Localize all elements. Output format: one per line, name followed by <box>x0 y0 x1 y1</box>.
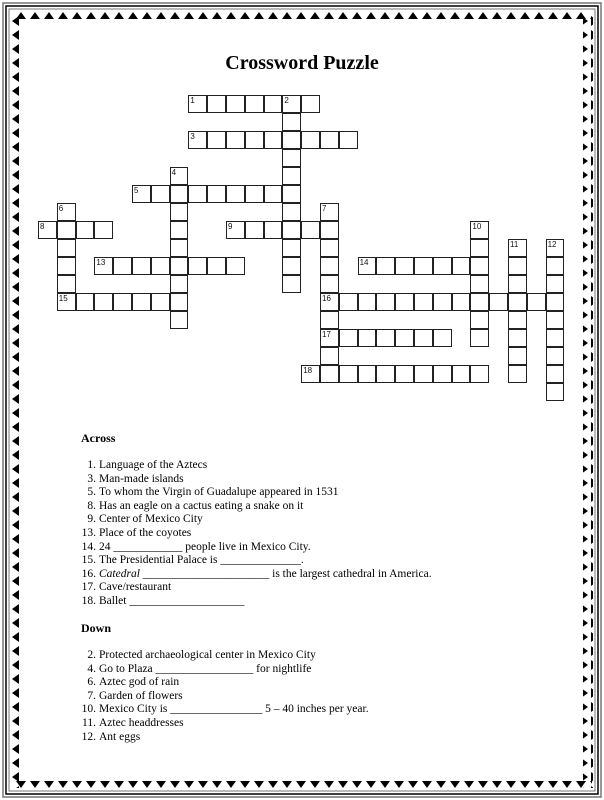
grid-cell[interactable] <box>414 329 433 347</box>
grid-cell[interactable] <box>188 95 207 113</box>
clue-number: 6 <box>58 204 64 213</box>
grid-cell[interactable] <box>264 221 283 239</box>
clue-item <box>70 554 432 568</box>
grid-cell[interactable] <box>320 221 339 239</box>
grid-cell[interactable] <box>132 293 151 311</box>
grid-cell[interactable] <box>358 257 377 275</box>
grid-cell[interactable] <box>226 131 245 149</box>
grid-cell[interactable] <box>339 293 358 311</box>
grid-cell[interactable] <box>414 293 433 311</box>
grid-cell[interactable] <box>170 293 189 311</box>
grid-cell[interactable] <box>320 365 339 383</box>
clue-item <box>70 500 432 514</box>
grid-cell[interactable] <box>452 365 471 383</box>
clue-number: 2 <box>284 96 289 105</box>
grid-cell[interactable] <box>320 239 339 257</box>
grid-cell[interactable] <box>170 257 189 275</box>
grid-cell[interactable] <box>76 221 95 239</box>
clue-number: 9 <box>228 222 233 231</box>
grid-cell[interactable] <box>282 203 301 221</box>
clue-item <box>70 690 369 704</box>
grid-cell[interactable] <box>94 221 113 239</box>
grid-cell[interactable] <box>433 365 452 383</box>
clue-number: 16. <box>81 567 96 580</box>
clue-number: 1. <box>87 459 96 471</box>
grid-cell[interactable] <box>546 383 565 401</box>
grid-cell[interactable] <box>470 365 489 383</box>
grid-cell[interactable] <box>301 131 320 149</box>
clue-text: Aztec headdresses <box>99 716 184 729</box>
grid-cell[interactable] <box>170 275 189 293</box>
grid-cell[interactable] <box>489 293 508 311</box>
clue-text: Center of Mexico City <box>99 513 203 526</box>
grid-cell[interactable] <box>320 203 339 221</box>
grid-cell[interactable] <box>94 293 113 311</box>
clue-text: Man-made islands <box>99 472 184 485</box>
grid-cell[interactable] <box>226 221 245 239</box>
grid-cell[interactable] <box>546 365 565 383</box>
clue-number: 17. <box>81 581 96 594</box>
grid-cell[interactable] <box>264 185 283 203</box>
clue-item <box>70 663 369 677</box>
grid-cell[interactable] <box>376 365 395 383</box>
grid-cell[interactable] <box>264 95 283 113</box>
grid-cell[interactable] <box>207 185 226 203</box>
clue-number: 8 <box>40 222 45 231</box>
grid-cell[interactable] <box>376 257 395 275</box>
page-title: Crossword Puzzle <box>225 52 379 74</box>
grid-cell[interactable] <box>282 167 301 185</box>
clue-item <box>70 676 369 690</box>
grid-cell[interactable] <box>320 311 339 329</box>
grid-cell[interactable] <box>470 293 489 311</box>
clue-number: 5. <box>87 486 96 499</box>
grid-cell[interactable] <box>226 95 245 113</box>
grid-cell[interactable] <box>433 293 452 311</box>
grid-cell[interactable] <box>188 257 207 275</box>
grid-cell[interactable] <box>170 167 189 185</box>
grid-cell[interactable] <box>151 257 170 275</box>
grid-cell[interactable] <box>320 275 339 293</box>
grid-cell[interactable] <box>94 257 113 275</box>
grid-cell[interactable] <box>207 95 226 113</box>
clue-number: 13 <box>96 258 106 267</box>
grid-cell[interactable] <box>546 347 565 365</box>
down-clues <box>70 649 369 744</box>
clue-number: 15. <box>81 554 96 567</box>
grid-cell[interactable] <box>57 257 76 275</box>
grid-cell[interactable] <box>282 257 301 275</box>
clue-number: 12. <box>81 730 96 743</box>
grid-cell[interactable] <box>395 329 414 347</box>
grid-cell[interactable] <box>282 113 301 131</box>
across-clues <box>70 459 432 609</box>
grid-cell[interactable] <box>38 221 57 239</box>
clue-italic-text: Catedral <box>99 567 140 580</box>
grid-cell[interactable] <box>508 347 527 365</box>
clue-text: Aztec god of rain <box>99 676 180 689</box>
clue-number: 8. <box>87 499 96 512</box>
clue-item <box>70 459 432 473</box>
clue-item <box>70 568 432 582</box>
grid-cell[interactable] <box>207 131 226 149</box>
grid-cell[interactable] <box>245 131 264 149</box>
grid-cell[interactable] <box>508 311 527 329</box>
grid-cell[interactable] <box>546 239 565 257</box>
grid-cell[interactable] <box>339 131 358 149</box>
grid-cell[interactable] <box>470 275 489 293</box>
grid-cell[interactable] <box>282 131 301 149</box>
clue-item <box>70 581 432 595</box>
grid-cell[interactable] <box>320 329 339 347</box>
clue-text: 24 ____________ people live in Mexico City. <box>99 540 311 553</box>
clue-text: Ant eggs <box>99 730 141 743</box>
clue-number: 3 <box>190 132 195 141</box>
clue-item <box>70 595 432 609</box>
grid-cell[interactable] <box>282 185 301 203</box>
grid-cell[interactable] <box>339 365 358 383</box>
clue-number: 11. <box>82 716 96 729</box>
grid-cell[interactable] <box>301 221 320 239</box>
grid-cell[interactable] <box>57 203 76 221</box>
grid-cell[interactable] <box>282 95 301 113</box>
clue-item <box>70 473 432 487</box>
grid-cell[interactable] <box>358 293 377 311</box>
grid-cell[interactable] <box>57 275 76 293</box>
down-heading: Down <box>81 621 112 635</box>
grid-cell[interactable] <box>508 329 527 347</box>
grid-cell[interactable] <box>358 365 377 383</box>
grid-cell[interactable] <box>226 185 245 203</box>
clue-item <box>70 527 432 541</box>
clue-number: 5 <box>134 186 139 195</box>
clue-text: Protected archaeological center in Mexico City <box>99 649 316 661</box>
clue-item <box>70 703 369 717</box>
clue-number: 9. <box>87 513 96 526</box>
grid-cell[interactable] <box>395 257 414 275</box>
grid-cell[interactable] <box>508 239 527 257</box>
grid-cell[interactable] <box>376 293 395 311</box>
grid-cell[interactable] <box>395 293 414 311</box>
clue-text: To whom the Virgin of Guadalupe appeared in 1531 <box>99 486 339 499</box>
clue-number: 12 <box>547 240 557 249</box>
clue-item <box>70 717 369 731</box>
clue-text: The Presidential Palace is ______________. <box>99 554 304 567</box>
crossword-grid <box>38 95 568 405</box>
clue-number: 7. <box>87 689 96 702</box>
clue-text: Language of the Aztecs <box>99 459 208 471</box>
grid-cell[interactable] <box>170 185 189 203</box>
clue-number: 15 <box>58 294 68 303</box>
clue-item <box>70 731 369 745</box>
clue-item <box>70 649 369 663</box>
grid-cell[interactable] <box>508 293 527 311</box>
grid-cell[interactable] <box>546 275 565 293</box>
grid-cell[interactable] <box>452 293 471 311</box>
grid-cell[interactable] <box>282 239 301 257</box>
grid-cell[interactable] <box>207 257 226 275</box>
grid-cell[interactable] <box>508 275 527 293</box>
grid-cell[interactable] <box>376 329 395 347</box>
clue-number: 2. <box>87 649 96 661</box>
grid-cell[interactable] <box>188 185 207 203</box>
grid-cell[interactable] <box>546 329 565 347</box>
grid-cell[interactable] <box>433 257 452 275</box>
grid-cell[interactable] <box>508 257 527 275</box>
clue-text: Garden of flowers <box>99 689 183 702</box>
clue-item <box>70 486 432 500</box>
clue-number: 11 <box>510 240 519 249</box>
grid-cell[interactable] <box>546 311 565 329</box>
grid-cell[interactable] <box>470 239 489 257</box>
grid-cell[interactable] <box>320 257 339 275</box>
grid-cell[interactable] <box>170 221 189 239</box>
clue-number: 18. <box>81 594 96 607</box>
grid-cell[interactable] <box>245 185 264 203</box>
clue-number: 3. <box>87 472 96 485</box>
grid-cell[interactable] <box>188 131 207 149</box>
grid-cell[interactable] <box>76 293 95 311</box>
grid-cell[interactable] <box>470 257 489 275</box>
grid-cell[interactable] <box>113 293 132 311</box>
grid-cell[interactable] <box>170 239 189 257</box>
clue-text: Place of the coyotes <box>99 526 192 539</box>
grid-cell[interactable] <box>320 347 339 365</box>
grid-cell[interactable] <box>282 275 301 293</box>
clue-number: 14 <box>359 258 369 267</box>
grid-cell[interactable] <box>527 293 546 311</box>
clue-text: Mexico City is ________________ 5 – 40 inches per year. <box>99 703 369 716</box>
grid-cell[interactable] <box>414 365 433 383</box>
grid-cell[interactable] <box>132 257 151 275</box>
grid-cell[interactable] <box>282 149 301 167</box>
grid-cell[interactable] <box>395 365 414 383</box>
clue-number: 14. <box>81 540 96 553</box>
grid-cell[interactable] <box>264 131 283 149</box>
grid-cell[interactable] <box>546 293 565 311</box>
grid-cell[interactable] <box>433 329 452 347</box>
clue-text: Go to Plaza _________________ for nightlife <box>99 662 312 675</box>
clue-text: Cave/restaurant <box>99 581 172 594</box>
grid-cell[interactable] <box>132 185 151 203</box>
clue-number: 13. <box>81 526 96 539</box>
grid-cell[interactable] <box>470 329 489 347</box>
grid-cell[interactable] <box>452 257 471 275</box>
grid-cell[interactable] <box>546 257 565 275</box>
grid-cell[interactable] <box>57 239 76 257</box>
grid-cell[interactable] <box>339 329 358 347</box>
across-heading: Across <box>81 431 116 445</box>
grid-cell[interactable] <box>113 257 132 275</box>
clue-text: Has an eagle on a cactus eating a snake on it <box>99 499 304 512</box>
grid-cell[interactable] <box>170 311 189 329</box>
grid-cell[interactable] <box>245 95 264 113</box>
grid-cell[interactable] <box>320 131 339 149</box>
grid-cell[interactable] <box>470 221 489 239</box>
clue-item <box>70 513 432 527</box>
clue-number: 6. <box>87 676 96 689</box>
clue-text: ______________________ is the largest cathedral in America. <box>139 567 432 580</box>
grid-cell[interactable] <box>301 365 320 383</box>
grid-cell[interactable] <box>282 221 301 239</box>
grid-cell[interactable] <box>151 185 170 203</box>
grid-cell[interactable] <box>170 203 189 221</box>
grid-cell[interactable] <box>57 221 76 239</box>
clue-number: 17 <box>322 330 331 339</box>
grid-cell[interactable] <box>414 257 433 275</box>
clue-number: 10. <box>81 703 96 716</box>
clue-number: 1 <box>190 96 195 105</box>
grid-cell[interactable] <box>226 257 245 275</box>
clue-item <box>70 541 432 555</box>
grid-cell[interactable] <box>57 293 76 311</box>
grid-cell[interactable] <box>358 329 377 347</box>
grid-cell[interactable] <box>151 293 170 311</box>
clue-number: 7 <box>322 204 327 213</box>
grid-cell[interactable] <box>508 365 527 383</box>
clue-number: 18 <box>303 366 313 375</box>
clue-number: 4. <box>87 662 96 675</box>
grid-cell[interactable] <box>301 95 320 113</box>
grid-cell[interactable] <box>470 311 489 329</box>
clue-number: 4 <box>171 168 177 177</box>
clue-text: Ballet ____________________ <box>99 594 245 607</box>
clue-number: 10 <box>472 222 482 231</box>
grid-cell[interactable] <box>320 293 339 311</box>
grid-cell[interactable] <box>245 221 264 239</box>
clue-number: 16 <box>322 294 331 303</box>
